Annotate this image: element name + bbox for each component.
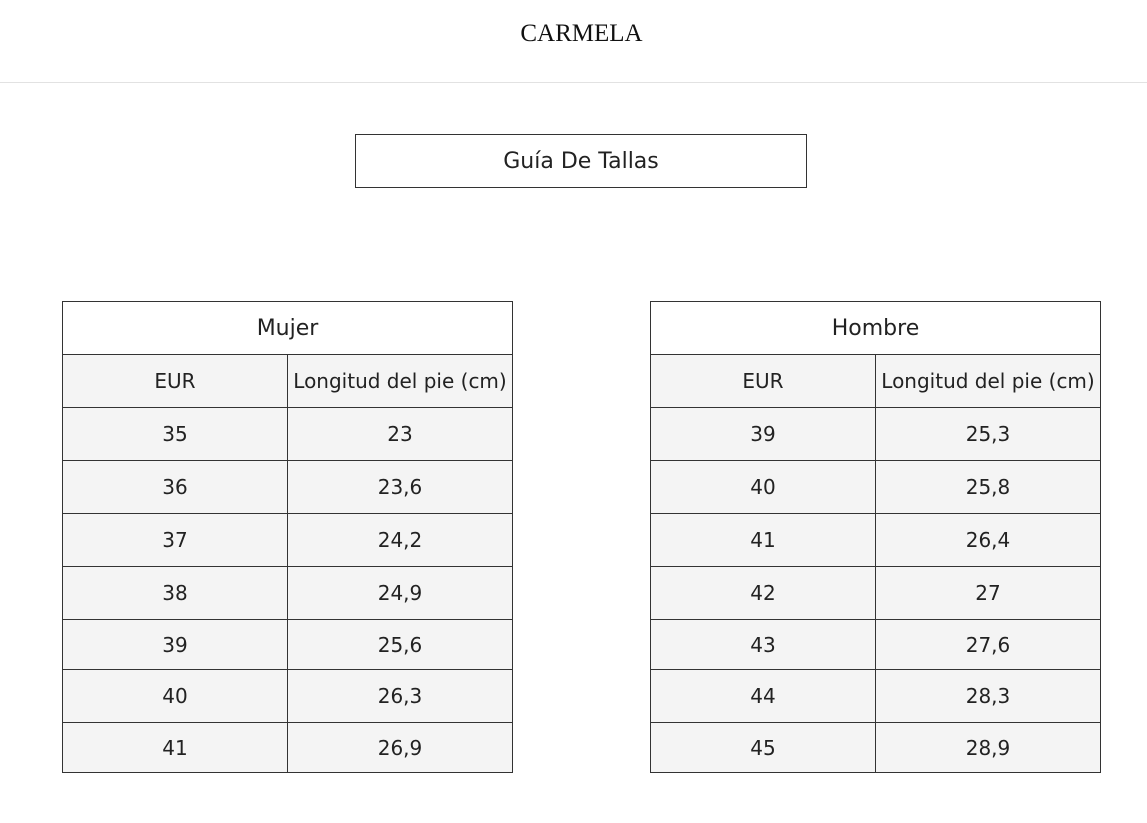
- cell-foot-length: 28,3: [876, 670, 1101, 723]
- cell-eur: 45: [651, 723, 876, 773]
- cell-foot-length: 23: [288, 408, 513, 461]
- column-header-eur: EUR: [651, 355, 876, 408]
- page-title: Guía De Tallas: [355, 134, 807, 188]
- table-heading-hombre: Hombre: [651, 302, 1101, 355]
- table-row: [63, 620, 513, 670]
- cell-eur: 36: [63, 461, 288, 514]
- table-row: [63, 670, 513, 723]
- table-row: [651, 514, 1101, 567]
- size-table-hombre: [650, 301, 1101, 773]
- table-row: [651, 408, 1101, 461]
- table-row: [63, 567, 513, 620]
- cell-foot-length: 24,9: [288, 567, 513, 620]
- cell-eur: 39: [651, 408, 876, 461]
- column-header-foot-length: Longitud del pie (cm): [876, 355, 1101, 408]
- column-header-foot-length: Longitud del pie (cm): [288, 355, 513, 408]
- cell-eur: 35: [63, 408, 288, 461]
- table-row: [651, 620, 1101, 670]
- table-row: [63, 461, 513, 514]
- cell-eur: 41: [63, 723, 288, 773]
- cell-eur: 40: [63, 670, 288, 723]
- cell-eur: 41: [651, 514, 876, 567]
- cell-eur: 37: [63, 514, 288, 567]
- table-header-row: [651, 355, 1101, 408]
- table-row: [63, 514, 513, 567]
- cell-eur: 39: [63, 620, 288, 670]
- cell-eur: 38: [63, 567, 288, 620]
- cell-foot-length: 26,3: [288, 670, 513, 723]
- table-row: [63, 408, 513, 461]
- cell-eur: 42: [651, 567, 876, 620]
- cell-foot-length: 27,6: [876, 620, 1101, 670]
- brand-logo[interactable]: CARMELA: [520, 20, 643, 47]
- cell-foot-length: 25,3: [876, 408, 1101, 461]
- cell-eur: 43: [651, 620, 876, 670]
- column-header-eur: EUR: [63, 355, 288, 408]
- table-row: [651, 723, 1101, 773]
- size-table-mujer: [62, 301, 513, 773]
- cell-foot-length: 23,6: [288, 461, 513, 514]
- cell-foot-length: 28,9: [876, 723, 1101, 773]
- cell-foot-length: 26,9: [288, 723, 513, 773]
- table-row: [651, 567, 1101, 620]
- table-heading-mujer: Mujer: [63, 302, 513, 355]
- table-header-row: [63, 355, 513, 408]
- table-row: [651, 461, 1101, 514]
- cell-foot-length: 25,8: [876, 461, 1101, 514]
- table-row: [63, 723, 513, 773]
- table-row: [651, 670, 1101, 723]
- cell-foot-length: 26,4: [876, 514, 1101, 567]
- cell-foot-length: 27: [876, 567, 1101, 620]
- cell-foot-length: 24,2: [288, 514, 513, 567]
- site-header: [0, 0, 1147, 83]
- cell-foot-length: 25,6: [288, 620, 513, 670]
- cell-eur: 40: [651, 461, 876, 514]
- cell-eur: 44: [651, 670, 876, 723]
